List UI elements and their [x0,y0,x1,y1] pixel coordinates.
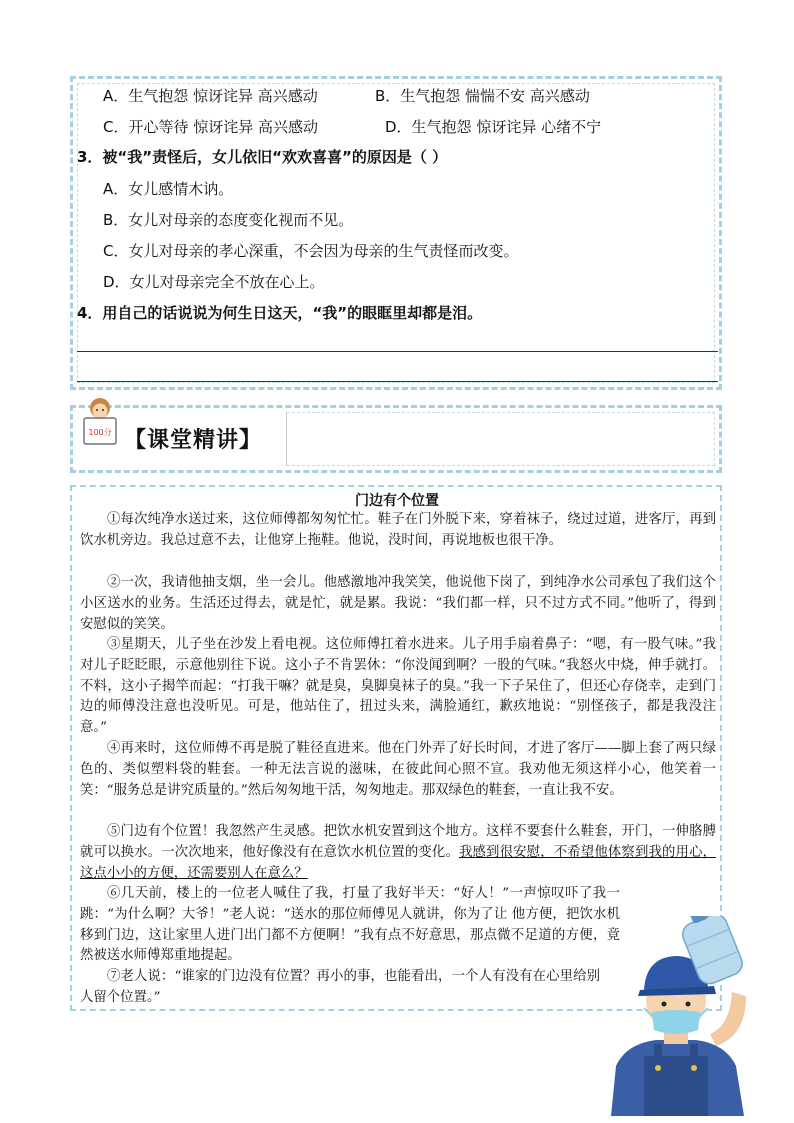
q4-stem: 4．用自己的话说说为何生日这天，“我”的眼眶里却都是泪。 [77,304,483,322]
paragraph-5-text: ⑤门边有个位置！我忽然产生灵感。把饮水机安置到这个地方。这样不要套什么鞋套，开门，一伸胳膊就可以换水。一次次地来，他好像没有在意饮水机位置的变化。 [80,824,716,860]
paragraph-6: ⑥几天前，楼上的一位老人喊住了我，打量了我好半天：“好人！”一声惊叹吓了我一跳：“为什么啊？大爷！”老人说：“送水的那位师傅见人就讲，你为了让 他方便，把饮水机移到门边，这让家里人进门出门都不方便啊！”我有点不好意思，那点微不足道的方便，竟然被送水师傅郑重地提起。 [80,886,620,964]
q2-option-d: D．生气抱怨 惊讶诧异 心绪不宁 [385,118,602,136]
paragraph-2: ②一次，我请他抽支烟，坐一会儿。他感激地冲我笑笑，他说他下岗了，到纯净水公司承包了我们这个小区送水的业务。生活还过得去，就是忙，就是累。我说：“我们都一样，只不过方式不同。”他听了，得到安慰似的笑笑。 [80,575,716,632]
water-delivery-worker-illustration [596,916,756,1116]
q2-option-c: C．开心等待 惊讶诧异 高兴感动 [103,118,319,136]
answer-line-2[interactable] [77,381,718,382]
q3-option-c: C．女儿对母亲的孝心深重，不会因为母亲的生气责怪而改变。 [103,242,519,260]
section-title-area [76,412,287,466]
paragraph-5 [80,822,716,884]
q2-option-b: B．生气抱怨 惴惴不安 高兴感动 [375,87,590,105]
q3-option-b: B．女儿对母亲的态度变化视而不见。 [103,211,354,229]
q3-stem: 3．被“我”责怪后，女儿依旧“欢欢喜喜”的原因是（ ） [77,148,448,166]
q3-option-a: A．女儿感情木讷。 [103,180,234,198]
paragraph-1: ①每次纯净水送过来，这位师傅都匆匆忙忙。鞋子在门外脱下来，穿着袜子，绕过过道，进客厅，再到饮水机旁边。我总过意不去，让他穿上拖鞋。他说，没时间，再说地板也很干净。 [80,512,716,548]
q3-option-d: D．女儿对母亲完全不放在心上。 [103,273,325,291]
section-title: 【课堂精讲】 [124,428,263,453]
paragraph-3: ③星期天，儿子坐在沙发上看电视。这位师傅扛着水进来。儿子用手扇着鼻子：“嗯，有一股气味。”我对儿子眨眨眼，示意他别往下说。这小子不肯罢休：“你没闻到啊？一股的气味。”我怒火中烧，伸手就打。不料，这小子揭竿而起：“打我干嘛？就是臭，臭脚臭袜子的臭。”我一下子呆住了，但还心存侥幸，走到门边的师傅没注意也没听见。可是，他站住了，扭过头来，满脸通红，歉疚地说：“别怪孩子，都是我没注意。” [80,637,716,736]
student-badge-icon [78,396,122,448]
paragraph-7: ⑦老人说：“谁家的门边没有位置？再小的事，也能看出，一个人有没有在心里给别人留个位置。” [80,969,600,1005]
reading-title: 门边有个位置 [355,493,439,509]
badge-text: 100分 [88,428,112,437]
paragraph-5-underlined: 我感到很安慰，不希望他体察到我的用心，这点小小的方便，还需要别人在意么？ [80,844,717,881]
answer-line-1[interactable] [77,351,718,352]
q2-option-a: A．生气抱怨 惊讶诧异 高兴感动 [103,87,318,105]
paragraph-4: ④再来时，这位师傅不再是脱了鞋径直进来。他在门外弄了好长时间，才进了客厅——脚上套了两只绿色的、类似塑料袋的鞋套。一种无法言说的滋味，在彼此间心照不宣。我劝他无须这样小心，他笑着一笑：“服务总是讲究质量的。”然后匆匆地干活，匆匆地走。那双绿色的鞋套，一直让我不安。 [80,741,716,798]
